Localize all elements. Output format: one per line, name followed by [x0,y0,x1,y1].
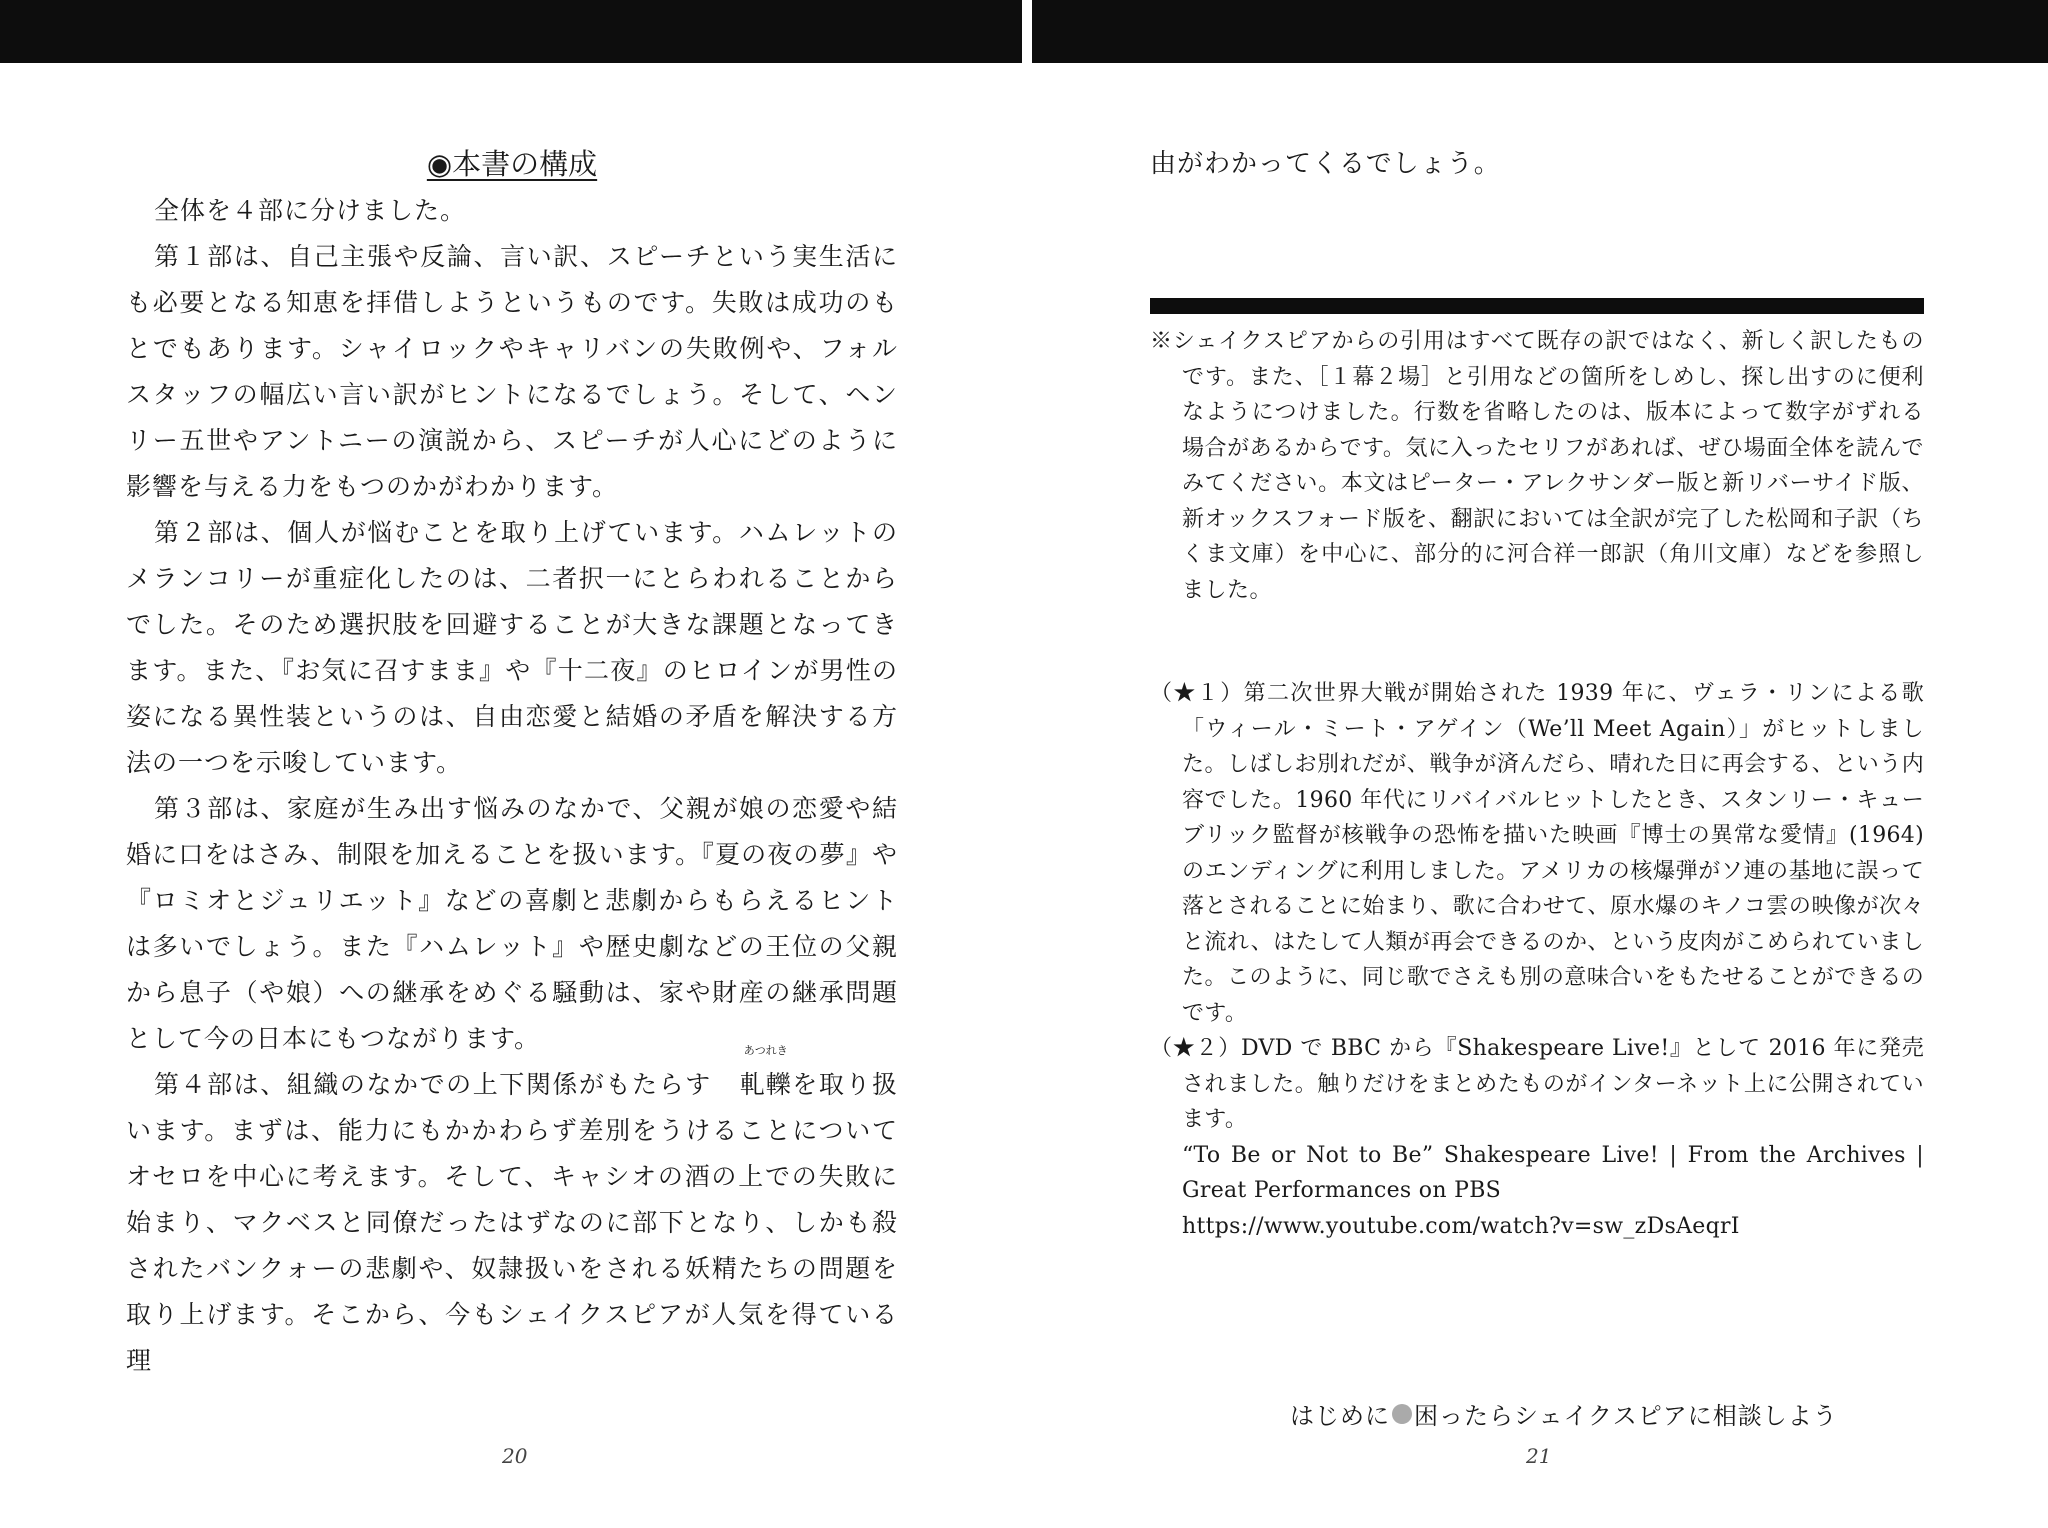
ruby-word [712,1044,792,1108]
ruby-reading: あつれき [743,1044,788,1057]
section-title: ◉本書の構成 [426,147,598,181]
page-number-left: 20 [502,1444,528,1468]
footnote-2-video-title: “To Be or Not to Be” Shakespeare Live! | From the Archives | Great Performances on PBS [1182,1142,1924,1203]
running-head-part: はじめに [1290,1402,1390,1430]
footnotes [1150,676,1924,1244]
running-head-title: 困ったらシェイクスピアに相談しよう [1414,1402,1838,1430]
part4-text-before: 第４部は、組織のなかでの上下関係がもたらす [154,1070,712,1099]
ruby-base: 軋轢 [739,1070,792,1099]
part3-paragraph: 第３部は、家庭が生み出す悩みのなかで、父親が娘の恋愛や結婚に口をはさみ、制限を加えることを扱います。『夏の夜の夢』や『ロミオとジュリエット』などの喜劇と悲劇からもらえるヒントは多いでしょう。また『ハムレット』や歴史劇などの王位の父親から息子（や娘）への継承をめぐる騒動は、家や財産の継承問題として今の日本にもつながります。 [126,794,898,1053]
footnote-1: （★１）第二次世界大戦が開始された 1939 年に、ヴェラ・リンによる歌「ウィール・ミート・アゲイン（We’ll Meet Again）」がヒットしました。しばしお別れだが、戦争が済んだら、晴れた日に再会する、という内容でした。1960 年代にリバイバルヒットしたとき、スタンリー・キューブリック監督が核戦争の恐怖を描いた映画『博士の異常な愛情』(1964) のエンディングに利用しました。アメリカの核爆弾がソ連の基地に誤って落とされることに始まり、歌に合わせて、原水爆のキノコ雲の映像が次々と流れ、はたして人類が再会できるのか、という皮肉がこめられていました。このように、同じ歌でさえも別の意味合いをもたせることができるのです。 [1150,681,1924,1026]
running-head [1290,1396,1838,1431]
right-page [1150,140,1924,1244]
page-number-right: 21 [1526,1444,1552,1468]
gray-dot-icon [1392,1404,1412,1424]
left-page [126,140,898,1384]
top-black-bar-left [0,0,1022,63]
footnote-2-url: https://www.youtube.com/watch?v=sw_zDsAeqrI [1182,1213,1740,1239]
part4-paragraph [126,1044,898,1384]
black-rule [1150,298,1924,314]
part2-paragraph: 第２部は、個人が悩むことを取り上げています。ハムレットのメランコリーが重症化したのは、二者択一にとらわれることからでした。そのため選択肢を回避することが大きな課題となってきます。また、『お気に召すまま』や『十二夜』のヒロインが男性の姿になる異性装というのは、自由恋愛と結婚の矛盾を解決する方法の一つを示唆しています。 [126,518,898,777]
intro-paragraph: 全体を４部に分けました。 [154,196,467,225]
part1-paragraph: 第１部は、自己主張や反論、言い訳、スピーチという実生活にも必要となる知恵を拝借しようというものです。失敗は成功のもとでもあります。シャイロックやキャリバンの失敗例や、フォルスタッフの幅広い言い訳がヒントになるでしょう。そして、ヘンリー五世やアントニーの演説から、スピーチが人心にどのように影響を与える力をもつのかがわかります。 [126,242,898,501]
top-black-bar-right [1032,0,2048,63]
translation-note-block [1150,324,1924,608]
part4-text-after: を取り扱います。まずは、能力にもかかわらず差別をうけることについてオセロを中心に考えます。そして、キャシオの酒の上での失敗に始まり、マクベスと同僚だったはずなのに部下となり、しかも殺されたバンクォーの悲劇や、奴隷扱いをされる妖精たちの問題を取り上げます。そこから、今もシェイクスピアが人気を得ている理 [126,1070,898,1375]
translation-note: ※シェイクスピアからの引用はすべて既存の訳ではなく、新しく訳したものです。また、［１幕２場］と引用などの箇所をしめし、探し出すのに便利なようにつけました。行数を省略したのは、版本によって数字がずれる場合があるからです。気に入ったセリフがあれば、ぜひ場面全体を読んでみてください。本文はピーター・アレクサンダー版と新リバーサイド版、新オックスフォード版を、翻訳においては全訳が完了した松岡和子訳（ちくま文庫）を中心に、部分的に河合祥一郎訳（角川文庫）などを参照しました。 [1150,329,1924,603]
continued-sentence: 由がわかってくるでしょう。 [1150,149,1501,179]
footnote-2: （★２）DVD で BBC から『Shakespeare Live!』として 2016 年に発売されました。触りだけをまとめたものがインターネット上に公開されています。 [1150,1036,1924,1132]
